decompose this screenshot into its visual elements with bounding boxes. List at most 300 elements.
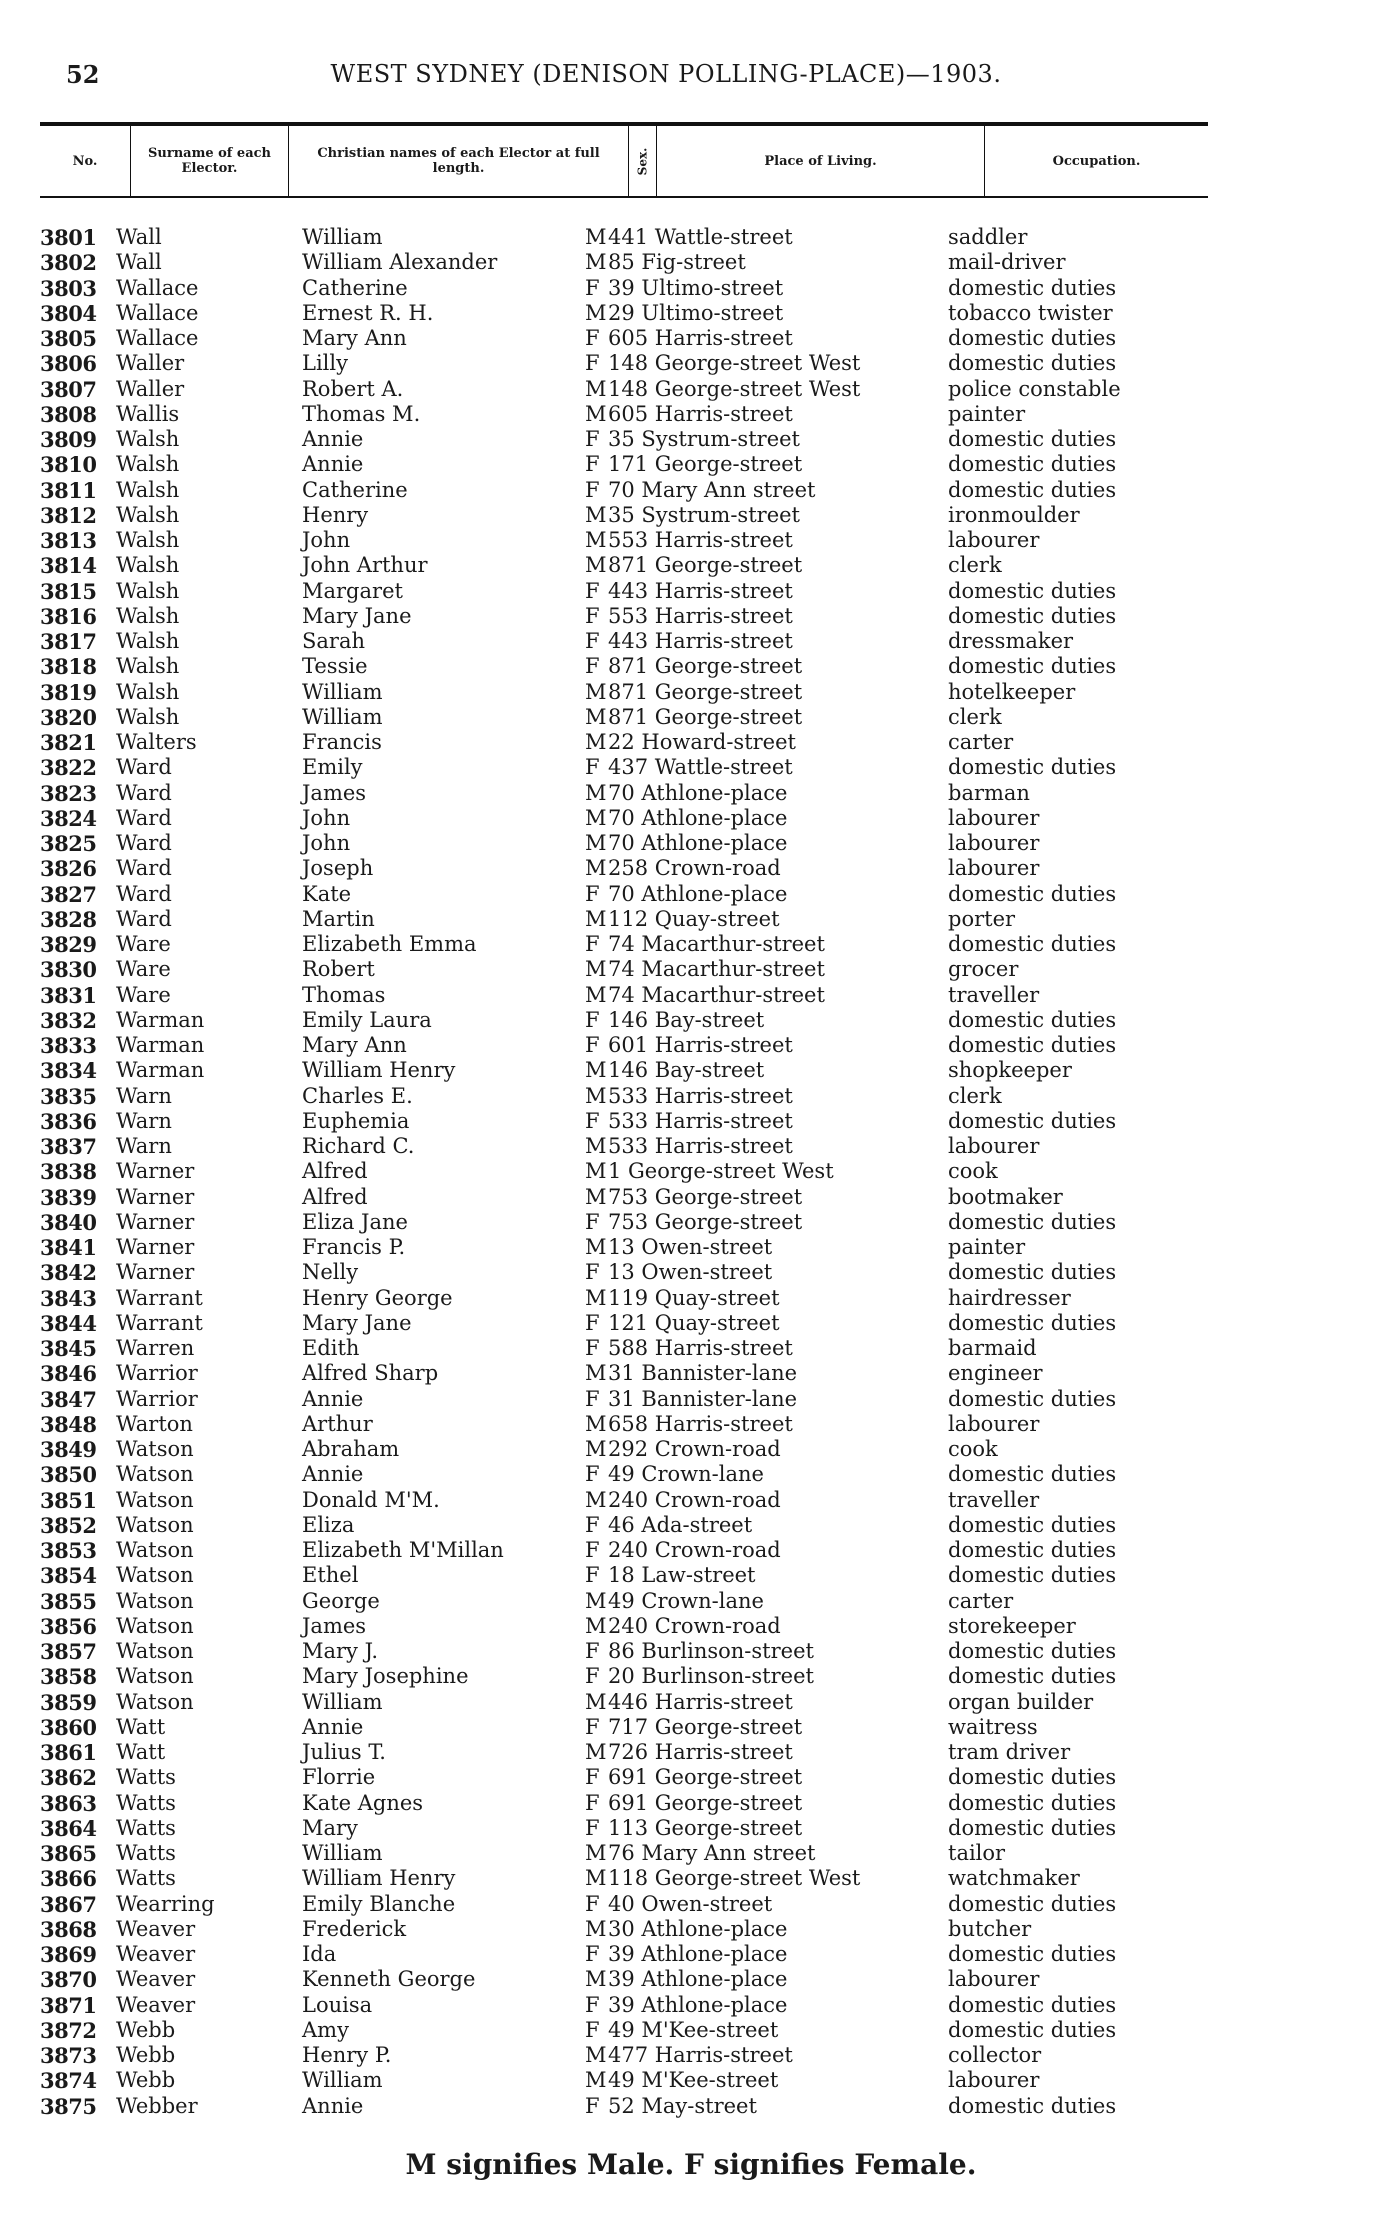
- table-row: [40, 1942, 1208, 1967]
- elector-christian-names: Martin: [302, 906, 375, 931]
- elector-sex: M: [585, 1437, 607, 1461]
- elector-surname: Warner: [116, 1235, 195, 1259]
- table-row: [40, 882, 1208, 907]
- elector-place-of-living: 146 Bay-street: [608, 1058, 765, 1083]
- elector-christian-names: William: [302, 225, 383, 249]
- page-number: 52: [66, 60, 100, 89]
- elector-occupation: domestic duties: [948, 477, 1117, 502]
- elector-sex: F: [585, 1209, 600, 1234]
- elector-surname: Warrior: [116, 1386, 198, 1411]
- table-row: [40, 1740, 1208, 1765]
- elector-sex: F: [585, 1260, 600, 1285]
- elector-number: 3819: [40, 679, 97, 705]
- elector-number: 3829: [40, 932, 97, 957]
- elector-sex: F: [585, 452, 600, 477]
- elector-christian-names: Annie: [302, 1386, 364, 1411]
- elector-occupation: labourer: [948, 1134, 1040, 1158]
- elector-number: 3825: [40, 831, 97, 856]
- elector-number: 3863: [40, 1790, 97, 1816]
- elector-place-of-living: 437 Wattle-street: [608, 755, 793, 780]
- elector-place-of-living: 258 Crown-road: [608, 856, 781, 881]
- elector-number: 3807: [40, 376, 97, 402]
- elector-occupation: mail-driver: [948, 250, 1066, 275]
- table-row: [40, 503, 1208, 528]
- elector-occupation: labourer: [948, 2068, 1040, 2093]
- elector-number: 3830: [40, 957, 97, 983]
- elector-number: 3831: [40, 982, 97, 1008]
- elector-number: 3811: [40, 477, 97, 503]
- elector-number: 3857: [40, 1639, 97, 1664]
- elector-surname: Watt: [116, 1740, 166, 1764]
- elector-sex: M: [585, 856, 607, 881]
- table-row: [40, 755, 1208, 780]
- elector-occupation: waitress: [948, 1714, 1038, 1739]
- elector-number: 3836: [40, 1108, 97, 1134]
- elector-surname: Walsh: [116, 452, 180, 477]
- elector-number: 3817: [40, 629, 97, 654]
- elector-christian-names: Annie: [302, 452, 364, 477]
- elector-christian-names: Henry: [302, 502, 369, 527]
- elector-occupation: domestic duties: [948, 1538, 1117, 1562]
- elector-sex: F: [585, 1992, 600, 2017]
- elector-number: 3814: [40, 553, 97, 579]
- elector-occupation: labourer: [948, 831, 1040, 855]
- elector-place-of-living: 658 Harris-street: [608, 1411, 793, 1436]
- table-row: [40, 1563, 1208, 1588]
- elector-surname: Watson: [116, 1538, 194, 1562]
- elector-number: 3843: [40, 1285, 97, 1311]
- elector-occupation: clerk: [948, 704, 1002, 729]
- table-row: [40, 1589, 1208, 1614]
- elector-number: 3835: [40, 1083, 97, 1109]
- elector-christian-names: Francis: [302, 730, 382, 754]
- elector-sex: M: [585, 528, 607, 552]
- elector-place-of-living: 39 Athlone-place: [608, 1942, 788, 1966]
- elector-sex: M: [585, 1740, 607, 1764]
- elector-surname: Waller: [116, 376, 185, 401]
- elector-place-of-living: 588 Harris-street: [608, 1336, 793, 1360]
- table-row: [40, 402, 1208, 427]
- column-header-sex: [628, 126, 656, 196]
- elector-occupation: domestic duties: [948, 1512, 1117, 1537]
- elector-sex: M: [585, 780, 607, 805]
- elector-surname: Webb: [116, 2043, 176, 2067]
- elector-surname: Webber: [116, 2093, 198, 2118]
- elector-surname: Weaver: [116, 1992, 196, 2017]
- elector-place-of-living: 20 Burlinson-street: [608, 1664, 814, 1689]
- column-header-surname: Surname of each Elector.: [130, 126, 288, 196]
- table-row: [40, 452, 1208, 477]
- elector-number: 3874: [40, 2068, 97, 2094]
- elector-place-of-living: 70 Athlone-place: [608, 780, 788, 805]
- elector-place-of-living: 601 Harris-street: [608, 1033, 793, 1057]
- elector-place-of-living: 70 Athlone-place: [608, 881, 788, 906]
- elector-sex: M: [585, 1967, 607, 1992]
- elector-sex: M: [585, 730, 607, 754]
- elector-number: 3862: [40, 1765, 97, 1791]
- elector-sex: M: [585, 679, 607, 704]
- column-header-occupation: Occupation.: [984, 126, 1208, 196]
- elector-number: 3868: [40, 1916, 97, 1942]
- elector-place-of-living: 70 Mary Ann street: [608, 477, 816, 502]
- elector-christian-names: Alfred Sharp: [302, 1361, 439, 1386]
- elector-number: 3869: [40, 1942, 97, 1967]
- elector-place-of-living: 13 Owen-street: [608, 1260, 773, 1285]
- elector-place-of-living: 39 Ultimo-street: [608, 275, 784, 300]
- table-row: [40, 1917, 1208, 1942]
- table-row: [40, 831, 1208, 856]
- elector-occupation: cook: [948, 1437, 998, 1461]
- elector-surname: Ware: [116, 932, 171, 956]
- elector-christian-names: Mary Jane: [302, 1310, 412, 1335]
- elector-christian-names: Francis P.: [302, 1235, 406, 1259]
- elector-sex: F: [585, 578, 600, 603]
- elector-surname: Ward: [116, 780, 172, 805]
- elector-sex: M: [585, 1689, 607, 1714]
- elector-place-of-living: 871 George-street: [608, 553, 803, 578]
- elector-sex: F: [585, 326, 600, 350]
- elector-sex: M: [585, 502, 607, 527]
- elector-christian-names: Robert: [302, 957, 375, 982]
- elector-sex: F: [585, 1664, 600, 1689]
- elector-place-of-living: 148 George-street West: [608, 351, 861, 376]
- elector-place-of-living: 49 M'Kee-street: [608, 2017, 779, 2042]
- table-row: [40, 806, 1208, 831]
- table-row: [40, 2068, 1208, 2093]
- elector-christian-names: Mary: [302, 1815, 358, 1840]
- elector-place-of-living: 292 Crown-road: [608, 1437, 781, 1461]
- elector-occupation: domestic duties: [948, 1765, 1117, 1790]
- elector-christian-names: James: [302, 1613, 367, 1638]
- table-row: [40, 1715, 1208, 1740]
- elector-occupation: domestic duties: [948, 1815, 1117, 1840]
- table-row: [40, 301, 1208, 326]
- elector-occupation: domestic duties: [948, 603, 1117, 628]
- elector-sex: M: [585, 250, 607, 275]
- elector-surname: Watts: [116, 1765, 176, 1790]
- elector-place-of-living: 74 Macarthur-street: [608, 932, 825, 956]
- elector-sex: M: [585, 1588, 607, 1613]
- elector-place-of-living: 171 George-street: [608, 452, 803, 477]
- elector-sex: M: [585, 2068, 607, 2093]
- elector-place-of-living: 871 George-street: [608, 704, 803, 729]
- elector-occupation: saddler: [948, 225, 1028, 249]
- elector-place-of-living: 22 Howard-street: [608, 730, 796, 754]
- table-row: [40, 1437, 1208, 1462]
- elector-christian-names: Sarah: [302, 629, 365, 653]
- elector-number: 3827: [40, 881, 97, 907]
- elector-christian-names: Mary Ann: [302, 326, 407, 350]
- elector-number: 3820: [40, 704, 97, 730]
- elector-sex: F: [585, 1714, 600, 1739]
- table-row: [40, 250, 1208, 275]
- elector-christian-names: Abraham: [302, 1437, 400, 1461]
- elector-christian-names: Robert A.: [302, 376, 404, 401]
- table-row: [40, 856, 1208, 881]
- page-header: [60, 60, 1272, 100]
- table-row: [40, 1286, 1208, 1311]
- table-row: [40, 478, 1208, 503]
- elector-surname: Ware: [116, 982, 171, 1007]
- elector-sex: M: [585, 1916, 607, 1941]
- elector-occupation: labourer: [948, 805, 1040, 830]
- table-row: [40, 629, 1208, 654]
- table-row: [40, 1084, 1208, 1109]
- elector-christian-names: Mary Josephine: [302, 1664, 469, 1689]
- elector-sex: F: [585, 351, 600, 376]
- elector-number: 3866: [40, 1866, 97, 1892]
- elector-surname: Wall: [116, 225, 162, 249]
- elector-place-of-living: 443 Harris-street: [608, 578, 793, 603]
- table-row: [40, 1412, 1208, 1437]
- elector-number: 3821: [40, 730, 97, 755]
- elector-surname: Wall: [116, 250, 162, 275]
- elector-place-of-living: 443 Harris-street: [608, 629, 793, 653]
- elector-surname: Wallace: [116, 326, 199, 350]
- elector-surname: Ward: [116, 755, 172, 780]
- elector-christian-names: William Henry: [302, 1058, 456, 1083]
- elector-sex: M: [585, 982, 607, 1007]
- elector-number: 3846: [40, 1361, 97, 1387]
- elector-number: 3849: [40, 1437, 97, 1462]
- elector-number: 3872: [40, 2017, 97, 2043]
- elector-christian-names: William: [302, 679, 383, 704]
- elector-sex: F: [585, 629, 600, 653]
- elector-surname: Walsh: [116, 427, 180, 451]
- column-header-place-of-living: Place of Living.: [656, 126, 984, 196]
- elector-number: 3873: [40, 2043, 97, 2068]
- elector-surname: Warner: [116, 1260, 195, 1285]
- elector-christian-names: Mary Ann: [302, 1033, 407, 1057]
- elector-surname: Webb: [116, 2068, 176, 2093]
- table-row: [40, 579, 1208, 604]
- elector-place-of-living: 148 George-street West: [608, 376, 861, 401]
- elector-place-of-living: 76 Mary Ann street: [608, 1841, 816, 1865]
- elector-place-of-living: 605 Harris-street: [608, 326, 793, 350]
- table-row: [40, 1134, 1208, 1159]
- elector-christian-names: Alfred: [302, 1159, 368, 1184]
- elector-christian-names: Alfred: [302, 1184, 368, 1209]
- elector-sex: F: [585, 1462, 600, 1487]
- elector-surname: Watts: [116, 1815, 176, 1840]
- elector-christian-names: William: [302, 1689, 383, 1714]
- elector-number: 3853: [40, 1538, 97, 1563]
- table-row: [40, 276, 1208, 301]
- elector-surname: Walsh: [116, 502, 180, 527]
- elector-number: 3855: [40, 1588, 97, 1614]
- elector-christian-names: Julius T.: [302, 1740, 386, 1764]
- elector-number: 3847: [40, 1386, 97, 1412]
- elector-surname: Watson: [116, 1563, 194, 1588]
- elector-place-of-living: 40 Owen-street: [608, 1891, 773, 1916]
- elector-occupation: labourer: [948, 1967, 1040, 1992]
- elector-sex: F: [585, 654, 600, 679]
- elector-surname: Ward: [116, 906, 172, 931]
- elector-christian-names: Richard C.: [302, 1134, 415, 1158]
- elector-surname: Warrant: [116, 1285, 203, 1310]
- elector-number: 3801: [40, 225, 97, 250]
- elector-sex: M: [585, 376, 607, 401]
- elector-number: 3806: [40, 351, 97, 377]
- table-row: [40, 1361, 1208, 1386]
- elector-place-of-living: 553 Harris-street: [608, 603, 793, 628]
- elector-christian-names: Donald M'M.: [302, 1487, 440, 1512]
- elector-place-of-living: 691 George-street: [608, 1765, 803, 1790]
- elector-surname: Wearring: [116, 1891, 215, 1916]
- elector-number: 3832: [40, 1007, 97, 1033]
- elector-surname: Watson: [116, 1487, 194, 1512]
- elector-number: 3812: [40, 502, 97, 528]
- elector-place-of-living: 49 M'Kee-street: [608, 2068, 779, 2093]
- elector-number: 3803: [40, 275, 97, 301]
- elector-sex: F: [585, 275, 600, 300]
- table-row: [40, 1210, 1208, 1235]
- table-row: [40, 907, 1208, 932]
- elector-number: 3809: [40, 427, 97, 452]
- elector-number: 3824: [40, 805, 97, 831]
- elector-occupation: barmaid: [948, 1336, 1037, 1360]
- elector-occupation: painter: [948, 1235, 1026, 1259]
- column-header-sex-label: Sex.: [635, 147, 650, 175]
- elector-surname: Watson: [116, 1437, 194, 1461]
- elector-surname: Watson: [116, 1588, 194, 1613]
- elector-list: [40, 225, 1208, 2119]
- elector-christian-names: William: [302, 704, 383, 729]
- elector-occupation: domestic duties: [948, 452, 1117, 477]
- elector-occupation: carter: [948, 1588, 1014, 1613]
- elector-occupation: dressmaker: [948, 629, 1074, 653]
- elector-sex: F: [585, 1386, 600, 1411]
- elector-number: 3815: [40, 578, 97, 604]
- table-row: [40, 1791, 1208, 1816]
- table-row: [40, 1058, 1208, 1083]
- elector-christian-names: Kenneth George: [302, 1967, 476, 1992]
- elector-sex: M: [585, 1184, 607, 1209]
- elector-surname: Waller: [116, 351, 185, 376]
- elector-place-of-living: 85 Fig-street: [608, 250, 746, 275]
- elector-place-of-living: 871 George-street: [608, 679, 803, 704]
- elector-sex: F: [585, 1942, 600, 1966]
- table-row: [40, 1488, 1208, 1513]
- elector-number: 3833: [40, 1033, 97, 1058]
- elector-occupation: domestic duties: [948, 1108, 1117, 1133]
- elector-christian-names: William: [302, 2068, 383, 2093]
- elector-occupation: hotelkeeper: [948, 679, 1076, 704]
- elector-occupation: domestic duties: [948, 1891, 1117, 1916]
- table-row: [40, 1892, 1208, 1917]
- elector-place-of-living: 113 George-street: [608, 1815, 803, 1840]
- elector-christian-names: Thomas: [302, 982, 386, 1007]
- elector-sex: F: [585, 1007, 600, 1032]
- elector-christian-names: Euphemia: [302, 1108, 410, 1133]
- table-row: [40, 1109, 1208, 1134]
- elector-occupation: domestic duties: [948, 1386, 1117, 1411]
- elector-christian-names: Annie: [302, 1462, 364, 1487]
- elector-occupation: tram driver: [948, 1740, 1071, 1764]
- elector-occupation: domestic duties: [948, 1209, 1117, 1234]
- elector-number: 3870: [40, 1967, 97, 1993]
- elector-place-of-living: 29 Ultimo-street: [608, 300, 784, 325]
- elector-sex: F: [585, 1108, 600, 1133]
- elector-number: 3858: [40, 1664, 97, 1690]
- elector-christian-names: George: [302, 1588, 380, 1613]
- elector-christian-names: Florrie: [302, 1765, 376, 1790]
- elector-christian-names: Thomas M.: [302, 401, 421, 426]
- elector-occupation: carter: [948, 730, 1014, 754]
- elector-occupation: domestic duties: [948, 1992, 1117, 2017]
- elector-place-of-living: 39 Athlone-place: [608, 1967, 788, 1992]
- table-row: [40, 351, 1208, 376]
- table-row: [40, 957, 1208, 982]
- elector-surname: Warn: [116, 1134, 172, 1158]
- elector-surname: Wallace: [116, 300, 199, 325]
- elector-place-of-living: 753 George-street: [608, 1209, 803, 1234]
- elector-place-of-living: 146 Bay-street: [608, 1007, 765, 1032]
- elector-christian-names: Emily Blanche: [302, 1891, 456, 1916]
- elector-place-of-living: 35 Systrum-street: [608, 502, 800, 527]
- table-row: [40, 1841, 1208, 1866]
- elector-surname: Walsh: [116, 603, 180, 628]
- elector-sex: F: [585, 1512, 600, 1537]
- elector-place-of-living: 441 Wattle-street: [608, 225, 793, 249]
- elector-number: 3828: [40, 906, 97, 932]
- elector-number: 3839: [40, 1184, 97, 1210]
- elector-surname: Weaver: [116, 1967, 196, 1992]
- elector-surname: Watson: [116, 1512, 194, 1537]
- elector-number: 3875: [40, 2093, 97, 2119]
- elector-sex: F: [585, 1891, 600, 1916]
- elector-surname: Weaver: [116, 1916, 196, 1941]
- table-row: [40, 781, 1208, 806]
- elector-surname: Weaver: [116, 1942, 196, 1966]
- elector-place-of-living: 726 Harris-street: [608, 1740, 793, 1764]
- table-row: [40, 427, 1208, 452]
- elector-surname: Watts: [116, 1866, 176, 1891]
- elector-christian-names: John Arthur: [302, 553, 428, 578]
- elector-place-of-living: 70 Athlone-place: [608, 805, 788, 830]
- table-row: [40, 1690, 1208, 1715]
- elector-place-of-living: 118 George-street West: [608, 1866, 861, 1891]
- elector-place-of-living: 240 Crown-road: [608, 1613, 781, 1638]
- elector-surname: Ward: [116, 881, 172, 906]
- elector-sex: M: [585, 1058, 607, 1083]
- elector-number: 3816: [40, 603, 97, 629]
- elector-place-of-living: 240 Crown-road: [608, 1538, 781, 1562]
- elector-sex: M: [585, 300, 607, 325]
- elector-christian-names: Emily: [302, 755, 363, 780]
- elector-place-of-living: 74 Macarthur-street: [608, 957, 825, 982]
- elector-christian-names: Elizabeth M'Millan: [302, 1538, 504, 1562]
- elector-place-of-living: 31 Bannister-lane: [608, 1361, 798, 1386]
- table-row: [40, 1159, 1208, 1184]
- table-row: [40, 1235, 1208, 1260]
- elector-occupation: domestic duties: [948, 1942, 1117, 1966]
- elector-number: 3865: [40, 1841, 97, 1866]
- elector-surname: Walsh: [116, 704, 180, 729]
- elector-surname: Warren: [116, 1336, 195, 1360]
- table-row: [40, 705, 1208, 730]
- elector-occupation: domestic duties: [948, 275, 1117, 300]
- elector-place-of-living: 717 George-street: [608, 1714, 803, 1739]
- elector-place-of-living: 553 Harris-street: [608, 528, 793, 552]
- elector-place-of-living: 49 Crown-lane: [608, 1588, 764, 1613]
- elector-number: 3871: [40, 1992, 97, 2018]
- elector-occupation: traveller: [948, 982, 1040, 1007]
- elector-occupation: domestic duties: [948, 2093, 1117, 2118]
- elector-sex: F: [585, 2093, 600, 2118]
- elector-occupation: engineer: [948, 1361, 1043, 1386]
- table-row: [40, 528, 1208, 553]
